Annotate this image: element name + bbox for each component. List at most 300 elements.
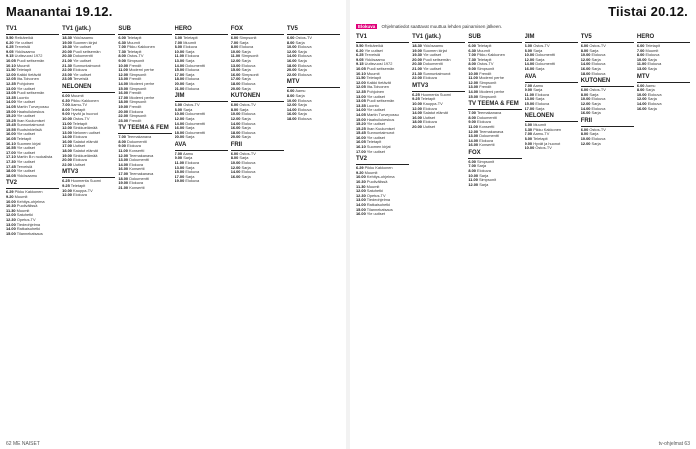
program-title: Simpsonit bbox=[478, 177, 497, 183]
program-time: 10.10 bbox=[356, 70, 366, 76]
program-time: 6.00 bbox=[286, 88, 295, 94]
program-title: Sarja bbox=[647, 105, 657, 111]
program-title: Sarja bbox=[297, 102, 307, 108]
program-title: Yle uutiset bbox=[422, 52, 442, 58]
program-time: 6.00 bbox=[230, 102, 239, 108]
program-time: 16.00 bbox=[230, 125, 241, 131]
program-title: Sarja bbox=[183, 106, 193, 112]
program-time: 8.00 bbox=[118, 138, 126, 144]
program-title: Elokuva bbox=[297, 62, 312, 68]
program-title: Sarja bbox=[535, 105, 545, 111]
program-time: 6.30 bbox=[118, 39, 126, 45]
program-title: Uutiset bbox=[73, 161, 86, 167]
program-time: 6.29 bbox=[6, 189, 14, 195]
program-time: 7.00 bbox=[524, 131, 533, 137]
program-time: 20.00 bbox=[62, 157, 72, 163]
right-page-footer: tv-ohjelmat 63 bbox=[658, 441, 690, 447]
program-title: Teletapit bbox=[476, 43, 492, 48]
program-title: Ostos-TV bbox=[183, 102, 200, 108]
channel-heading: HERO bbox=[637, 34, 690, 43]
program-title: Elokuva bbox=[477, 168, 491, 174]
program-time: 16.00 bbox=[356, 134, 366, 140]
program-time: 12.00 bbox=[412, 105, 422, 111]
program-time: 9.00 bbox=[524, 140, 533, 146]
program-title: Sarja bbox=[535, 56, 545, 62]
listing-column bbox=[581, 32, 634, 437]
program-title: Elokuva bbox=[477, 119, 491, 125]
program-time: 8.00 bbox=[62, 106, 70, 112]
program-title: Ruotsinkielisiä bbox=[16, 126, 42, 132]
program-title: Konsertti bbox=[129, 184, 145, 190]
program-title: Elokuva bbox=[185, 67, 200, 73]
program-title: Pikku Kakkonen bbox=[533, 126, 562, 132]
program-time: 6.00 bbox=[286, 35, 295, 40]
program-time: 6.30 bbox=[62, 97, 70, 103]
program-title: Aamu bbox=[182, 150, 194, 156]
program-title: Hyvät ja huonot bbox=[533, 140, 561, 146]
channel-heading: TV2 bbox=[356, 156, 409, 165]
program-title: Haahuilukeskus bbox=[366, 116, 395, 122]
program-title: Frendit bbox=[129, 90, 142, 96]
program-title: Dokumentti bbox=[535, 52, 556, 58]
program-entry bbox=[175, 135, 228, 140]
program-time: 6.00 bbox=[580, 126, 589, 132]
schedule-note bbox=[356, 24, 690, 30]
program-title: Ykkösaamu bbox=[422, 43, 444, 48]
program-time: 12.00 bbox=[6, 212, 16, 218]
program-title: Puoli seitsemän bbox=[73, 48, 101, 54]
program-time: 6.30 bbox=[468, 47, 476, 53]
program-title: Teletapit bbox=[645, 43, 660, 48]
program-title: Yle uutiset bbox=[72, 71, 92, 77]
channel-heading: NELONEN bbox=[525, 113, 578, 122]
program-title: Pikku Kakkonen bbox=[364, 165, 393, 171]
program-title: Simpsonit bbox=[241, 53, 259, 59]
program-time: 17.45 bbox=[6, 163, 16, 169]
program-time: 8.00 bbox=[524, 47, 533, 53]
program-title: Puoli seitsemän bbox=[366, 98, 395, 104]
program-time: 15.00 bbox=[6, 230, 16, 236]
program-title: Hyvät ja huonot bbox=[70, 111, 98, 117]
program-time: 20.00 bbox=[62, 48, 72, 54]
program-time: 9.00 bbox=[118, 143, 126, 149]
program-time: 23.05 bbox=[62, 76, 72, 82]
program-title: Konsertti bbox=[128, 148, 145, 154]
program-title: Aamu-TV bbox=[532, 131, 550, 137]
program-title: Sarja bbox=[297, 67, 307, 73]
program-time: 10.00 bbox=[62, 187, 72, 193]
program-title: Ostos-TV bbox=[477, 61, 494, 67]
program-title: Salatut elämät bbox=[73, 148, 98, 154]
program-time: 10.00 bbox=[468, 70, 479, 76]
program-title: Teemakanava bbox=[476, 110, 502, 116]
program-time: 6.00 bbox=[230, 150, 239, 156]
program-title: Sarja bbox=[185, 48, 195, 54]
channel-heading: TV1 (jatk.) bbox=[62, 26, 115, 35]
program-title: Reikäreikä bbox=[14, 35, 34, 40]
program-time: 21.00 bbox=[118, 184, 129, 190]
program-time: 13.00 bbox=[356, 197, 366, 203]
program-time: 16.00 bbox=[230, 71, 241, 77]
program-time: 8.00 bbox=[580, 131, 589, 137]
program-time: 23.00 bbox=[62, 71, 72, 77]
program-title: Ostos-TV bbox=[295, 35, 312, 40]
program-time: 8.00 bbox=[286, 92, 295, 98]
program-time: 6.00 bbox=[524, 122, 533, 128]
program-time: 14.00 bbox=[580, 61, 591, 67]
program-title: Elokuva bbox=[535, 91, 549, 97]
program-time: 13.00 bbox=[230, 62, 241, 68]
program-entry bbox=[525, 107, 578, 112]
program-title: Elokuva bbox=[185, 160, 199, 166]
program-time: 20.00 bbox=[118, 108, 129, 114]
channel-heading: MTV bbox=[287, 79, 340, 88]
program-time: 10.00 bbox=[580, 52, 591, 58]
program-title: Ilta-Toivonen bbox=[366, 84, 389, 90]
program-time: 14.00 bbox=[524, 61, 535, 67]
program-title: Kehitys-ohjelma bbox=[16, 198, 45, 204]
program-time: 10.00 bbox=[580, 96, 591, 102]
program-entry bbox=[581, 142, 634, 147]
program-time: 16.55 bbox=[6, 145, 16, 151]
program-entry bbox=[62, 77, 115, 82]
program-time: 11.00 bbox=[468, 123, 478, 129]
program-title: Ostos-TV bbox=[239, 150, 256, 156]
program-time: 9.00 bbox=[62, 111, 70, 117]
program-title: Yle uutiset bbox=[16, 131, 35, 137]
listing-column bbox=[525, 32, 578, 437]
program-time: 20.30 bbox=[62, 53, 72, 59]
program-time: 13.00 bbox=[62, 129, 72, 135]
program-title: Simpsonit bbox=[127, 57, 145, 63]
program-time: 10.10 bbox=[6, 62, 16, 68]
program-title: Moderni perhe bbox=[129, 94, 155, 100]
program-title: Sarja bbox=[647, 96, 657, 102]
program-title: Dokumentti bbox=[535, 61, 556, 67]
program-title: Elokuva bbox=[591, 96, 606, 102]
program-time: 14.00 bbox=[230, 120, 241, 126]
program-title: Ostos-TV bbox=[127, 53, 144, 59]
program-title: Aamu-TV bbox=[70, 102, 88, 108]
program-title: Elokuva bbox=[241, 160, 256, 166]
program-time: 6.20 bbox=[6, 39, 14, 45]
program-time: 17.00 bbox=[524, 105, 535, 111]
program-title: Elokuva bbox=[185, 76, 200, 82]
channel-heading: TV5 bbox=[287, 26, 340, 35]
channel-heading: MTV3 bbox=[62, 169, 115, 178]
program-title: Muumit bbox=[366, 183, 380, 189]
note-tag: Elokuva bbox=[358, 24, 376, 29]
program-title: Sarja bbox=[535, 96, 545, 102]
program-time: 21.30 bbox=[62, 62, 72, 68]
left-page bbox=[0, 0, 346, 449]
channel-heading: TV1 bbox=[6, 26, 59, 35]
program-time: 9.25 bbox=[62, 183, 70, 189]
program-title: Elokuva bbox=[591, 61, 606, 67]
program-time: 14.00 bbox=[174, 120, 185, 126]
program-title: Konsertti bbox=[479, 142, 495, 148]
channel-heading: HERO bbox=[175, 26, 228, 35]
program-time: 13.00 bbox=[6, 221, 16, 227]
program-time: 10.00 bbox=[286, 44, 297, 50]
program-time: 10.00 bbox=[524, 145, 535, 151]
program-time: 14.00 bbox=[118, 161, 129, 167]
program-entry bbox=[231, 87, 284, 92]
program-title: Satuhetki bbox=[366, 188, 384, 194]
program-time: 22.00 bbox=[118, 113, 129, 119]
program-time: 16.10 bbox=[356, 144, 366, 150]
program-title: Yle uutiset bbox=[366, 93, 385, 99]
program-time: 11.00 bbox=[62, 120, 72, 126]
program-title: Teletapit bbox=[16, 67, 32, 73]
program-time: 6.25 bbox=[412, 91, 420, 97]
program-title: Teletapit bbox=[16, 136, 32, 142]
program-title: Elokuva bbox=[591, 105, 606, 111]
program-time: 10.00 bbox=[580, 135, 591, 141]
channel-heading: AVA bbox=[175, 142, 228, 151]
program-title: Nelonen uutiset bbox=[73, 129, 101, 135]
program-time: 18.30 bbox=[412, 43, 422, 48]
program-time: 16.00 bbox=[6, 131, 16, 137]
program-time: 16.00 bbox=[636, 105, 647, 111]
program-title: Ostos-TV bbox=[535, 145, 552, 151]
program-time: 6.00 bbox=[118, 35, 126, 40]
program-title: Elokuva bbox=[73, 134, 87, 140]
program-title: Dokumentti bbox=[129, 157, 149, 163]
program-title: Puoli seitsemän bbox=[16, 90, 45, 96]
program-time: 11.00 bbox=[118, 67, 128, 73]
program-time: 20.00 bbox=[174, 134, 185, 140]
program-title: Ihan Kuulumiset bbox=[16, 117, 45, 123]
program-time: 6.00 bbox=[230, 35, 239, 40]
program-time: 15.45 bbox=[6, 122, 16, 128]
program-title: Salatut elämät bbox=[423, 110, 448, 116]
channel-heading: FOX bbox=[231, 26, 284, 35]
channel-heading: TV TEEMA & FEM bbox=[118, 125, 171, 134]
program-title: Yle uutiset bbox=[72, 44, 92, 50]
program-time: 9.20 bbox=[6, 194, 14, 199]
channel-heading: KUTONEN bbox=[231, 93, 284, 102]
program-title: Yle uutiset bbox=[72, 57, 92, 63]
program-title: Sarja bbox=[591, 140, 601, 146]
program-time: 6.25 bbox=[62, 178, 70, 184]
program-time: 7.00 bbox=[468, 110, 476, 116]
program-title: Elokuva bbox=[129, 108, 144, 114]
program-time: 12.00 bbox=[468, 128, 479, 134]
program-entry bbox=[468, 143, 521, 148]
program-title: Elokuva bbox=[73, 67, 87, 73]
program-time: 12.00 bbox=[174, 115, 185, 121]
listing-column bbox=[287, 24, 340, 437]
right-day-title: Tiistai 20.12. bbox=[608, 4, 688, 19]
program-time: 18.00 bbox=[174, 76, 185, 82]
program-time: 22.00 bbox=[62, 67, 72, 73]
program-time: 6.00 bbox=[524, 43, 533, 48]
program-title: Satuhetki bbox=[16, 212, 34, 218]
left-page-footer: 62 ME NAISET bbox=[6, 441, 40, 447]
program-title: Elokuva bbox=[127, 143, 141, 149]
program-title: Sarja bbox=[589, 91, 599, 97]
program-time: 14.00 bbox=[356, 202, 366, 207]
program-time: 6.29 bbox=[356, 165, 364, 171]
program-time: 11.00 bbox=[174, 160, 185, 166]
left-listing-columns bbox=[6, 24, 340, 437]
program-title: Muumit bbox=[645, 47, 659, 53]
program-time: 15.00 bbox=[356, 116, 366, 122]
program-title: Elokuva bbox=[297, 97, 312, 103]
channel-heading: NELONEN bbox=[62, 84, 115, 93]
program-title: Elokuva bbox=[297, 106, 312, 112]
program-title: Elokuva bbox=[185, 53, 199, 59]
program-time: 11.00 bbox=[636, 61, 647, 67]
program-title: Sarja bbox=[241, 164, 251, 170]
program-title: Sarja bbox=[241, 85, 251, 91]
program-time: 12.00 bbox=[580, 140, 591, 146]
program-time: 18.00 bbox=[286, 115, 297, 121]
program-title: Suomen kirjat bbox=[423, 47, 447, 53]
program-time: 16.05 bbox=[356, 139, 366, 145]
program-title: Dokumentti bbox=[185, 62, 206, 68]
program-title: Suomen kirjat bbox=[73, 39, 97, 45]
program-title: Pikku Kakkonen bbox=[14, 189, 43, 195]
channel-heading: JIM bbox=[175, 93, 228, 102]
program-time: 17.10 bbox=[6, 154, 16, 160]
program-time: 8.00 bbox=[636, 87, 645, 93]
program-title: Dokumentti bbox=[185, 120, 206, 126]
program-time: 16.00 bbox=[62, 138, 72, 144]
program-title: Sarja bbox=[185, 115, 195, 121]
program-title: Terveisiä bbox=[16, 163, 33, 169]
program-title: Muumit bbox=[16, 62, 30, 68]
program-entry bbox=[637, 107, 690, 112]
program-time: 6.25 bbox=[6, 44, 14, 50]
program-time: 6.20 bbox=[356, 47, 364, 53]
program-time: 10.00 bbox=[118, 62, 129, 68]
program-time: 14.00 bbox=[118, 80, 129, 86]
program-title: Elokuva bbox=[241, 62, 256, 68]
program-title: Elokuva bbox=[185, 85, 200, 91]
program-entry bbox=[412, 125, 465, 130]
program-entry bbox=[356, 212, 409, 217]
program-title: Uutisvuosi 1972 bbox=[364, 61, 393, 67]
channel-heading: FRII bbox=[231, 142, 284, 151]
program-time: 8.00 bbox=[230, 44, 239, 50]
program-time: 14.00 bbox=[6, 99, 16, 105]
program-time: 12.00 bbox=[356, 79, 366, 85]
program-title: Sarja bbox=[239, 106, 249, 112]
program-time: 11.00 bbox=[118, 148, 128, 154]
program-entry bbox=[6, 232, 59, 237]
program-time: 12.30 bbox=[356, 192, 366, 198]
program-title: Sarja bbox=[647, 65, 657, 71]
program-time: 19.00 bbox=[118, 103, 129, 109]
program-title: Dokumentti bbox=[479, 133, 499, 139]
program-time: 10.00 bbox=[230, 48, 241, 54]
program-title: Sarja bbox=[589, 47, 599, 53]
program-time: 20.00 bbox=[412, 56, 422, 62]
program-time: 14.00 bbox=[356, 107, 366, 113]
program-time: 12.00 bbox=[468, 181, 479, 187]
program-time: 12.00 bbox=[230, 115, 241, 121]
program-title: Pikku Kakkonen bbox=[477, 52, 505, 58]
program-title: Ykkösaamu bbox=[364, 56, 385, 62]
program-title: Konsertti bbox=[478, 123, 495, 129]
program-entry bbox=[468, 95, 521, 100]
program-time: 9.15 bbox=[6, 53, 14, 59]
program-title: Ostos-TV bbox=[73, 115, 90, 121]
program-time: 16.00 bbox=[524, 65, 535, 71]
program-title: Elokuva bbox=[297, 53, 312, 59]
program-time: 7.00 bbox=[174, 39, 183, 45]
program-title: Elokuva bbox=[297, 44, 312, 50]
program-title: Moderni perhe bbox=[129, 80, 155, 86]
program-time: 13.00 bbox=[118, 157, 129, 163]
program-time: 8.00 bbox=[468, 168, 476, 174]
program-time: 7.00 bbox=[62, 102, 70, 108]
program-time: 6.00 bbox=[62, 92, 70, 98]
program-time: 16.00 bbox=[468, 142, 479, 148]
channel-heading: TV2 bbox=[6, 180, 59, 189]
program-title: Aamu bbox=[532, 82, 544, 88]
channel-heading: TV1 (jatk.) bbox=[412, 34, 465, 43]
program-time: 11.50 bbox=[6, 67, 16, 73]
program-time: 9.00 bbox=[468, 65, 476, 71]
program-title: Elokuva bbox=[241, 169, 256, 175]
program-time: 15.00 bbox=[356, 206, 366, 212]
program-title: Yle uutiset bbox=[16, 159, 35, 165]
program-title: Tiedeohjelma bbox=[366, 197, 390, 203]
listing-column bbox=[412, 32, 465, 437]
program-time: 20.00 bbox=[286, 67, 297, 73]
program-title: Sarja bbox=[295, 92, 305, 98]
listing-column bbox=[118, 24, 171, 437]
program-time: 6.00 bbox=[580, 87, 589, 93]
right-listing-columns bbox=[356, 32, 690, 437]
program-time: 15.20 bbox=[6, 113, 16, 119]
program-time: 17.00 bbox=[118, 171, 129, 177]
program-time: 17.00 bbox=[230, 76, 241, 82]
program-time: 15.20 bbox=[356, 121, 366, 127]
program-title: Luonto bbox=[366, 102, 379, 108]
program-title: Simpsonit bbox=[239, 35, 257, 40]
program-time: 8.00 bbox=[524, 135, 533, 141]
program-title: Huomenta Suomi bbox=[420, 91, 451, 97]
program-time: 18.00 bbox=[118, 175, 129, 181]
program-time: 6.00 bbox=[636, 82, 645, 88]
program-title: Sarja bbox=[239, 39, 249, 45]
program-title: Opetus-TV bbox=[16, 216, 36, 222]
program-time: 14.00 bbox=[636, 100, 647, 106]
program-title: Kauppa-TV bbox=[73, 187, 93, 193]
program-title: Simpsonit bbox=[241, 71, 259, 77]
program-time: 12.35 bbox=[6, 80, 16, 86]
program-title: Sarja bbox=[241, 125, 251, 131]
program-title: Teletapit bbox=[476, 56, 492, 62]
program-time: 11.30 bbox=[6, 207, 16, 213]
program-title: Sarja bbox=[591, 100, 601, 106]
channel-heading: TV1 bbox=[356, 34, 409, 43]
program-time: 7.00 bbox=[174, 150, 183, 156]
program-time: 18.05 bbox=[6, 172, 16, 178]
program-time: 13.00 bbox=[174, 164, 185, 170]
program-time: 19.00 bbox=[118, 180, 129, 186]
program-time: 9.00 bbox=[174, 155, 183, 161]
program-time: 15.45 bbox=[356, 130, 366, 136]
program-entry bbox=[637, 67, 690, 72]
program-title: Elokuva bbox=[185, 178, 200, 184]
program-title: Yle uutiset bbox=[16, 85, 35, 91]
program-title: Yle uutiset bbox=[16, 168, 35, 174]
